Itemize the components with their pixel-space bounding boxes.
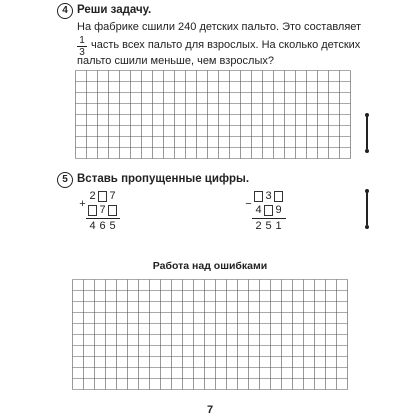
problem-line-3: пальто сшили меньше, чем взрослых?: [77, 55, 274, 67]
missing-digit-box[interactable]: [108, 205, 117, 216]
addition-digit: 7: [99, 204, 106, 216]
subtraction-result-digit: 5: [265, 220, 272, 232]
margin-marker-line: [366, 115, 368, 149]
margin-marker-dot-bottom-2: [365, 225, 369, 229]
addition-result-digit: 4: [89, 220, 96, 232]
subtraction-operator: −: [245, 198, 252, 210]
subtraction-result-digit: 2: [255, 220, 262, 232]
addition-operator: +: [79, 198, 86, 210]
page-number: 7: [206, 404, 214, 416]
subtraction-digit: 4: [255, 204, 262, 216]
subtraction-digit: 3: [265, 190, 272, 202]
missing-digit-box[interactable]: [264, 205, 273, 216]
missing-digit-box[interactable]: [88, 205, 97, 216]
margin-marker-dot-bottom: [365, 149, 369, 153]
missing-digit-box[interactable]: [254, 191, 263, 202]
addition-result-digit: 6: [99, 220, 106, 232]
fraction-one-third: [77, 36, 87, 57]
addition-digit: 2: [89, 190, 96, 202]
margin-marker-line-2: [366, 191, 368, 225]
task-4-number: 4: [57, 3, 73, 19]
fraction-numerator: 1: [79, 35, 85, 46]
addition-result-digit: 5: [109, 220, 116, 232]
problem-line-2: часть всех пальто для взрослых. На сколько детских: [91, 39, 361, 51]
missing-digit-box[interactable]: [98, 191, 107, 202]
task-4-title: Реши задачу.: [77, 4, 152, 16]
addition-sum-line: [86, 218, 120, 219]
task-5-title: Вставь пропущенные цифры.: [77, 173, 250, 185]
subtraction-difference-line: [252, 218, 286, 219]
answer-grid-task-4[interactable]: [75, 70, 356, 160]
answer-grid-errors[interactable]: [72, 279, 353, 390]
subtraction-digit: 9: [275, 204, 282, 216]
addition-digit: 7: [109, 190, 116, 202]
missing-digit-box[interactable]: [274, 191, 283, 202]
errors-section-title: Работа над ошибками: [152, 260, 268, 272]
task-5-number: 5: [57, 172, 73, 188]
problem-line-1: На фабрике сшили 240 детских пальто. Это составляет: [77, 21, 362, 33]
fraction-denominator: 3: [79, 47, 85, 58]
subtraction-result-digit: 1: [275, 220, 282, 232]
